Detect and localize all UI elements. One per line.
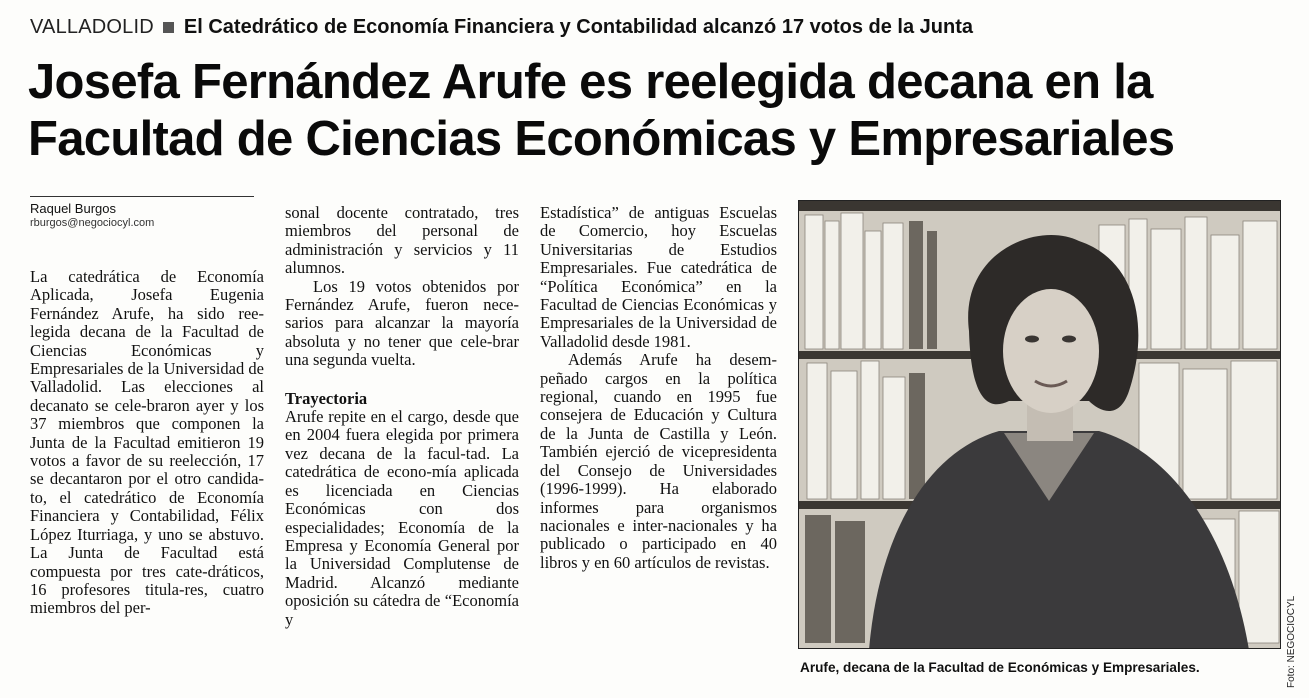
article-column-2 — [285, 204, 519, 629]
author-email: rburgos@negociocyl.com — [30, 217, 155, 229]
byline-rule — [30, 196, 254, 197]
paragraph: Arufe repite en el cargo, desde que en 2004 fuera elegida por primera vez decana de la facul-tad. La catedrática de econo-mía aplicada es licenciada en Ciencias Económicas con dos especialidades; Economía de la Empresa y Economía General por la Universidad Complutense de Madrid. Alcanzó mediante oposición su cátedra de “Economía y — [285, 407, 519, 629]
article-column-3 — [540, 204, 777, 572]
kicker — [30, 10, 973, 44]
article-column-1 — [30, 268, 264, 618]
byline — [30, 201, 154, 229]
section-subtitle: Trayectoria — [285, 388, 368, 408]
headline-line-2: Facultad de Ciencias Económicas y Empresariales — [28, 112, 1175, 166]
author-name: Raquel Burgos — [30, 201, 116, 216]
headline-line-1: Josefa Fernández Arufe es reelegida decana en la — [28, 55, 1153, 109]
paragraph: Estadística” de antiguas Escuelas de Comercio, hoy Escuelas Universitarias de Estudios Empresariales. Fue catedrática de “Política Económica” en la Facultad de Ciencias Económicas y Empresariales de la Universidad de Valladolid desde 1981. — [540, 203, 777, 351]
section-label: VALLADOLID — [30, 15, 154, 38]
headline — [28, 54, 1298, 168]
square-bullet-icon — [163, 22, 174, 33]
photo-credit: Foto: NEGOCIOCYL — [1286, 595, 1297, 688]
subheadline: El Catedrático de Economía Financiera y Contabilidad alcanzó 17 votos de la Junta — [183, 15, 973, 38]
paragraph: sonal docente contratado, tres miembros del personal de administración y servicios y 11 alumnos. — [285, 203, 519, 278]
paragraph: La catedrática de Economía Aplicada, Josefa Eugenia Fernández Arufe, ha sido ree-legida decana de la Facultad de Ciencias Económicas y Empresariales de la Universidad de Valladolid. Las elecciones al decanato se cele-braron ayer y los 37 miembros que componen la Junta de la Facultad emitieron 19 votos a favor de su reelección, 17 se decantaron por el otro candida-to, el catedrático de Economía Financiera y Contabilidad, Félix López Iturriaga, y uno se abstuvo. La Junta de Facultad está compuesta por tres cate-dráticos, 16 profesores titula-res, cuatro miembros del per- — [30, 267, 264, 618]
photo-caption: Arufe, decana de la Facultad de Económicas y Empresariales. — [800, 660, 1200, 675]
paragraph: Además Arufe ha desem-peñado cargos en la política regional, cuando en 1995 fue consejera de Educación y Cultura de la Junta de Castilla y León. También ejerció de vicepresidenta del Consejo de Universidades (1996-1999). Ha elaborado informes para organismos nacionales e inter-nacionales y ha publicado o participado en 40 libros y en 60 artículos de revistas. — [540, 350, 777, 572]
portrait-photo — [798, 200, 1281, 649]
paragraph: Los 19 votos obtenidos por Fernández Arufe, fueron nece-sarios para alcanzar la mayoría absoluta y no tener que cele-brar una segunda vuelta. — [285, 276, 519, 370]
